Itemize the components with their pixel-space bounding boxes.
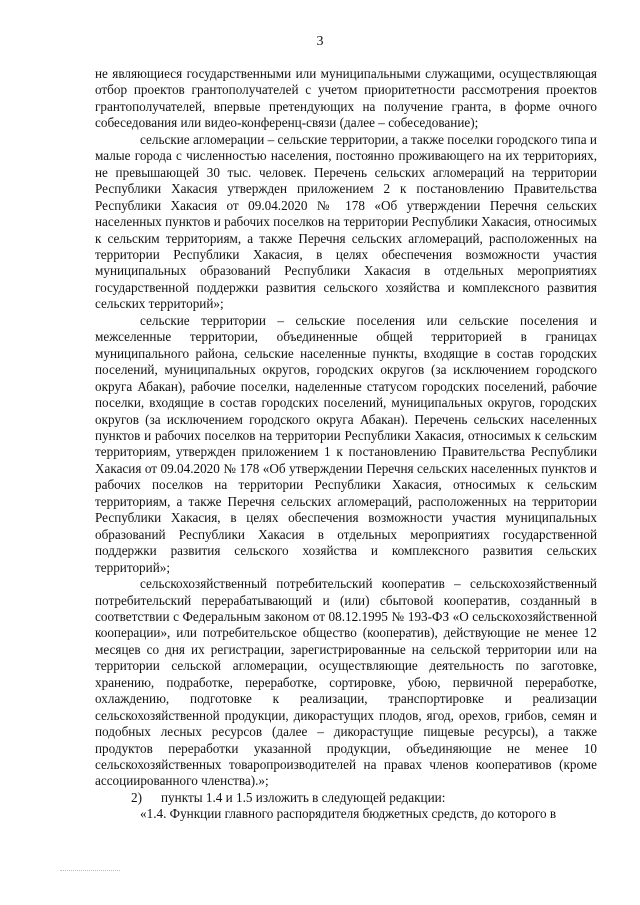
paragraph-commission: не являющиеся государственными или муниципальными служащими, осуществляющая отбор проектов грантополучателей с учетом приоритетности рассмотрения проектов грантополучателей, впервые претендующих на получение гранта, в форме очного собеседования или видео-конференц-связи (далее – собеседование); [95, 66, 597, 131]
document-body [95, 66, 597, 823]
paragraph-rural-territories: сельские территории – сельские поселения или сельские поселения и межселенные территории, объединенные общей территорией в границах муниципального района, сельские населенные пункты, входящие в состав городских поселений, муниципальных округов, городских округов (за исключением городского округа Абакан), рабочие поселки, наделенные статусом городских поселений, рабочие поселки, входящие в состав городских поселений, муниципальных округов, городских округов (за исключением городского округа Абакан). Перечень сельских населенных пунктов и рабочих поселков на территории Республики Хакасия, относимых к сельским территориям, утвержден приложением 1 к постановлению Правительства Республики Хакасия от 09.04.2020 № 178 «Об утверждении Перечня сельских населенных пунктов и рабочих поселков на территории Республики Хакасия, относимых к сельским территориям, а также Перечня сельских агломераций, расположенных на территории Республики Хакасия, в целях обеспечения возможности участия муниципальных образований Республики Хакасия в отдельных мероприятиях государственной поддержки развития сельского хозяйства и комплексного развития сельских территорий»; [95, 312, 597, 575]
list-item-text: пункты 1.4 и 1.5 изложить в следующей редакции: [161, 789, 446, 805]
list-item-number: 2) [131, 789, 142, 805]
page-number: 3 [316, 34, 324, 49]
paragraph-cooperative: сельскохозяйственный потребительский кооператив – сельскохозяйственный потребительский перерабатывающий и (или) сбытовой кооператив, созданный в соответствии с Федеральным законом от 08.12.1995 № 193-ФЗ «О сельскохозяйственной кооперации», или потребительское общество (кооператив), действующие не менее 12 месяцев со дня их регистрации, зарегистрированные на сельской территории или на территории сельской агломерации, осуществляющие деятельность по заготовке, хранению, подработке, переработке, сортировке, убою, первичной переработке, охлаждению, подготовке к реализации, транспортировке и реализации сельскохозяйственной продукции, дикорастущих плодов, ягод, орехов, грибов, семян и подобных лесных ресурсов (далее – дикорастущие пищевые ресурсы), а также продуктов переработки указанной продукции, объединяющие не менее 10 сельскохозяйственных товаропроизводителей на правах членов кооперативов (кроме ассоциированного членства).»; [95, 576, 597, 789]
paragraph-rural-agglomerations: сельские агломерации – сельские территории, а также поселки городского типа и малые города с численностью населения, постоянно проживающего на их территориях, не превышающей 30 тыс. человек. Перечень сельских агломераций на территории Республики Хакасия утвержден приложением 2 к постановлению Правительства Республики Хакасия от 09.04.2020 № 178 «Об утверждении Перечня сельских населенных пунктов и рабочих поселков на территории Республики Хакасия, относимых к сельским территориям, а также Перечня сельских агломераций, расположенных на территории Республики Хакасия, в целях обеспечения возможности участия муниципальных образований Республики Хакасия в отдельных мероприятиях государственной поддержки развития сельского хозяйства и комплексного развития сельских территорий»; [95, 131, 597, 312]
scan-artifact [60, 870, 120, 873]
paragraph-clause-1-4: «1.4. Функции главного распорядителя бюджетных средств, до которого в [140, 806, 557, 822]
list-item-2 [95, 790, 597, 806]
